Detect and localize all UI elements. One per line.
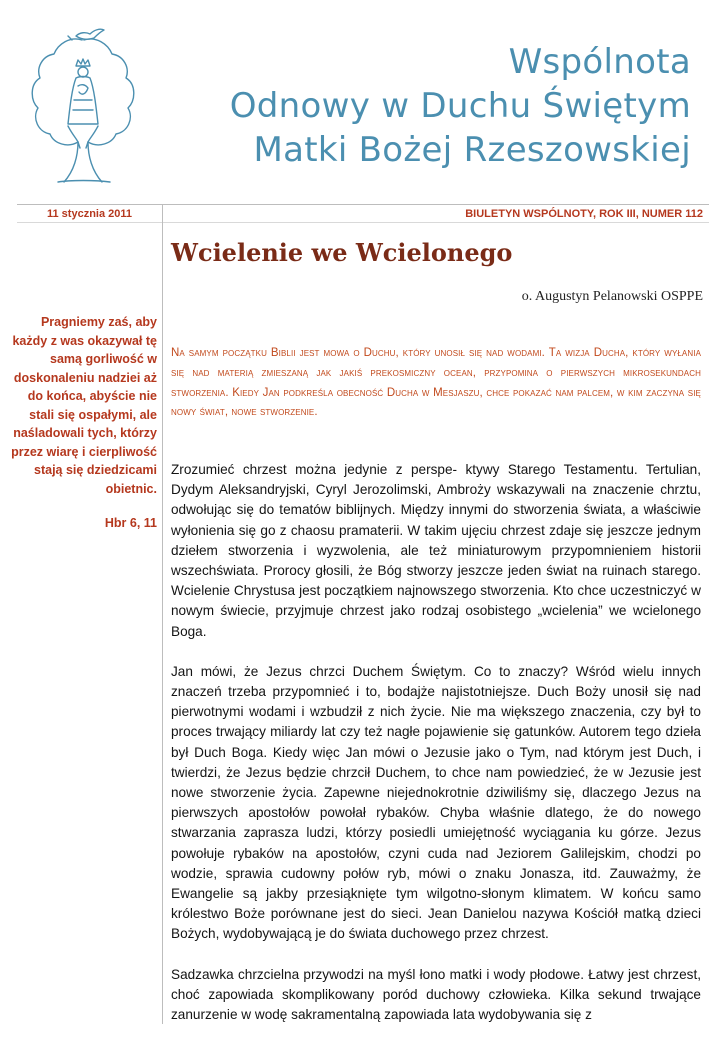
paragraph: Zrozumieć chrzest można jedynie z perspe- ktywy Starego Testamentu. Tertulian, Dydym Aleksandryjski, Cyryl Jerozolimski, Ambroży wskazywali na znaczenie chrztu, odwołując się do tematów biblijnych. Między innymi do stworzenia świata, a właściwie wyłonienia się go z chaosu pramaterii. W takim ujęciu chrzest zdaje się jeszcze jednym dziełem stworzenia i wyzwolenia, ale też miniaturowym przypomnieniem historii wszechświata. Prorocy głosili, że Bóg stworzy jeszcze jeden świat na ruinach starego. Wcielenie Chrystusa jest początkiem najnowszego stworzenia. Kto chce uczestniczyć w nowym świecie, przyjmuje chrzest jako rodzaj osobistego „wcielenia” we wcielonego Boga. — [171, 462, 701, 639]
community-title — [230, 40, 691, 172]
header-divider — [17, 204, 709, 205]
article-title: Wcielenie we Wcielonego — [171, 238, 513, 267]
sidebar-quote-block — [10, 313, 157, 533]
article-author: o. Augustyn Pelanowski OSPPE — [521, 289, 703, 304]
tree-madonna-logo-icon — [24, 26, 142, 186]
issue-date: 11 stycznia 2011 — [47, 208, 133, 220]
article-body — [171, 460, 701, 1045]
issue-number: BIULETYN WSPÓLNOTY, ROK III, NUMER 112 — [465, 208, 703, 220]
title-line-1: Wspólnota — [508, 42, 691, 82]
sidebar-reference: Hbr 6, 11 — [104, 516, 157, 530]
paragraph: Jan mówi, że Jezus chrzci Duchem Świętym. Co to znaczy? Wśród wielu innych znaczeń trzeba przypomnieć i to, bodajże najistotniejsze. Duch Boży unosił się nad pierwotnymi wodami i wzbudził z nich życie. Nie ma większego znaczenia, czy był to proces trwający miliardy lat czy też nagłe pojawienie się gatunków. Autorem tego dzieła był Duch Boga. Kiedy więc Jan mówi o Jezusie jako o Tym, nad którym jest Duch, i twierdzi, że Jezus będzie chrzcił Duchem, to chce nam powiedzieć, że w Jezusie jest nowe stworzenie życia. Zapewne niejednokrotnie dziwiliśmy się, dlaczego Jezus na pierwszych apostołów powołał rybaków. Chyba właśnie dlatego, że do nowego stwarzania zaprasza ludzi, którzy posiedli umiejętność wyciągania ku górze. Jezus powołuje rybaków na apostołów, czyni cuda nad Jeziorem Galilejskim, chodzi po wodzie, sprawia cudowny połów ryb, mówi o znaku Jonasza, itd. Zauważmy, że Ewangelie są jakby przesiąknięte tym wilgotno-słonym klimatem. W końcu samo królestwo Boże porównane jest do sieci. Jean Danielou nazywa Kościół matką dzieci Bożych, wydobywającą je do świata duchowego przez chrzest. — [171, 663, 701, 942]
title-line-3: Matki Bożej Rzeszowskiej — [253, 130, 691, 170]
paragraph: Sadzawka chrzcielna przywodzi na myśl łono matki i wody płodowe. Łatwy jest chrzest, choć zapowiada skomplikowany poród duchowy człowieka. Kilka sekund trwające zanurzenie w wodę sakramentalną zapowiada lata wydobywania się z — [171, 966, 701, 1023]
sidebar-quote: Pragniemy zaś, aby każdy z was okazywał tę samą gorliwość w doskonaleniu nadziei aż do końca, abyście nie stali się ospałymi, ale naśladowali tych, którzy przez wiarę i cierpliwość stają się dziedzicami obietnic. — [11, 315, 157, 496]
article-lead: Na samym początku Biblii jest mowa o Duchu, który unosił się nad wodami. Ta wizja Ducha, który wyłania się nad materią zmieszaną jak jakiś prekosmiczny ocean, przypomina o pierwszych mikrosekundach stworzenia. Kiedy Jan podkreśla obecność Ducha w Mesjaszu, chce pokazać nam palcem, w kim zaczyna się nowy świat, nowe stworzenie. — [171, 347, 701, 419]
header-divider-lower — [17, 222, 709, 223]
title-line-2: Odnowy w Duchu Świętym — [229, 86, 691, 126]
column-divider — [162, 204, 163, 1024]
